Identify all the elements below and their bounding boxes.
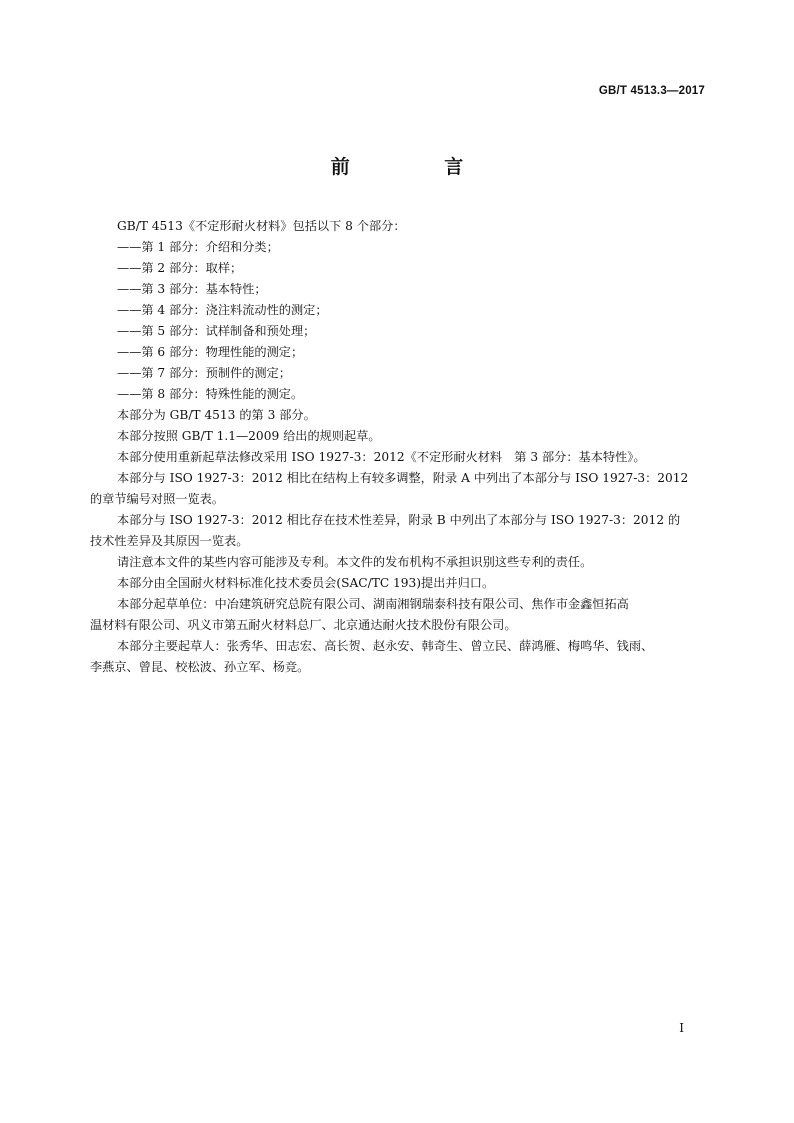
list-item-part-8: ——第 8 部分：特殊性能的测定。 bbox=[117, 387, 304, 401]
standard-code: GB/T 4513.3—2017 bbox=[598, 85, 705, 97]
paragraph-drafting-units-line-2: 温材料有限公司、巩义市第五耐火材料总厂、北京通达耐火技术股份有限公司。 bbox=[90, 618, 517, 632]
paragraph-drafting-units-line-1: 本部分起草单位：中冶建筑研究总院有限公司、湖南湘钢瑞泰科技有限公司、焦作市金鑫恒拓高 bbox=[117, 597, 629, 611]
paragraph-patent-notice: 请注意本文件的某些内容可能涉及专利。本文件的发布机构不承担识别这些专利的责任。 bbox=[117, 555, 593, 569]
paragraph-structure-diff-line-2: 的章节编号对照一览表。 bbox=[90, 492, 225, 506]
page-title: 前 言 bbox=[330, 156, 508, 178]
paragraph-proposer: 本部分由全国耐火材料标准化技术委员会(SAC/TC 193)提出并归口。 bbox=[117, 576, 495, 590]
intro-paragraph: GB/T 4513《不定形耐火材料》包括以下 8 个部分： bbox=[117, 219, 406, 233]
list-item-part-2: ——第 2 部分：取样； bbox=[117, 261, 243, 275]
list-item-part-7: ——第 7 部分：预制件的测定； bbox=[117, 366, 291, 380]
list-item-part-4: ——第 4 部分：浇注料流动性的测定； bbox=[117, 303, 328, 317]
paragraph-adoption-method: 本部分使用重新起草法修改采用 ISO 1927-3：2012《不定形耐火材料 第 3 部分：基本特性》。 bbox=[117, 450, 646, 464]
paragraph-part-statement: 本部分为 GB/T 4513 的第 3 部分。 bbox=[117, 408, 316, 422]
foreword-body bbox=[90, 216, 706, 678]
paragraph-drafting-rules: 本部分按照 GB/T 1.1—2009 给出的规则起草。 bbox=[117, 429, 381, 443]
page-number: I bbox=[679, 1021, 684, 1035]
paragraph-drafters-line-1: 本部分主要起草人：张秀华、田志宏、高长贺、赵永安、韩奇生、曾立民、薛鸿雁、梅鸣华、钱雨、 bbox=[117, 639, 654, 653]
paragraph-technical-diff-line-1: 本部分与 ISO 1927-3：2012 相比存在技术性差异，附录 B 中列出了本部分与 ISO 1927-3：2012 的 bbox=[117, 513, 681, 527]
list-item-part-3: ——第 3 部分：基本特性； bbox=[117, 282, 267, 296]
paragraph-structure-diff-line-1: 本部分与 ISO 1927-3：2012 相比在结构上有较多调整，附录 A 中列出了本部分与 ISO 1927-3：2012 bbox=[117, 471, 689, 485]
list-item-part-1: ——第 1 部分：介绍和分类； bbox=[117, 240, 279, 254]
paragraph-drafters-line-2: 李燕京、曾昆、校松波、孙立军、杨竞。 bbox=[90, 660, 310, 674]
list-item-part-5: ——第 5 部分：试样制备和预处理； bbox=[117, 324, 316, 338]
paragraph-technical-diff-line-2: 技术性差异及其原因一览表。 bbox=[90, 534, 249, 548]
list-item-part-6: ——第 6 部分：物理性能的测定； bbox=[117, 345, 304, 359]
